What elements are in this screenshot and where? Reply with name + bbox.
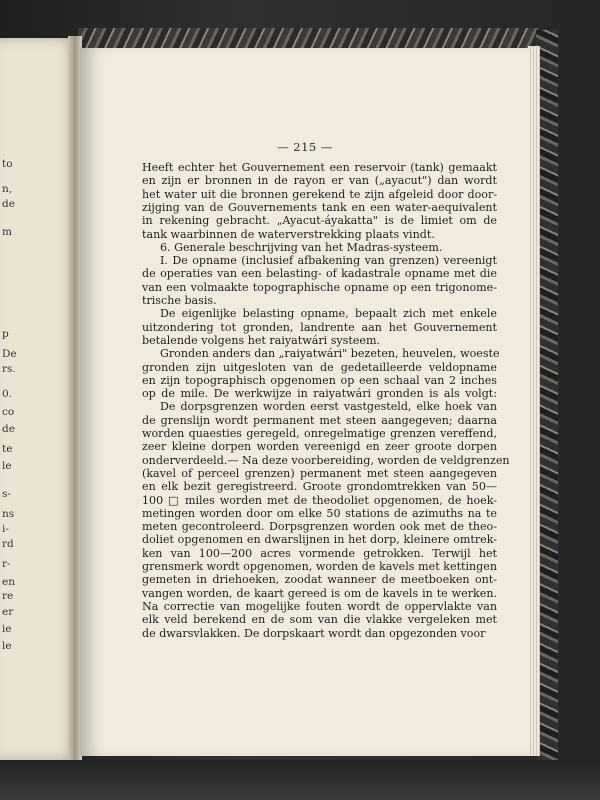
body-text-line: I. De opname (inclusief afbakening van grenzen) vereenigt bbox=[160, 254, 497, 268]
body-text-line: het water uit die bronnen gerekend te zijn afgeleid door door- bbox=[142, 187, 497, 201]
left-page-text-fragment: p bbox=[2, 328, 9, 340]
body-text-line: onderverdeeld.— Na deze voorbereiding, worden de veldgrenzen bbox=[142, 453, 510, 467]
left-page-text-fragment: s- bbox=[2, 488, 11, 500]
body-text-line: trische basis. bbox=[142, 294, 217, 307]
body-text-line: betalende volgens het raiyatwári systeem. bbox=[142, 333, 380, 347]
left-page-text-fragment: co bbox=[2, 406, 15, 418]
body-text-line: uitzondering tot gronden, landrente aan het Gouvernement bbox=[142, 320, 497, 334]
body-text-line: 100 □ miles worden met de theodoliet opgenomen, de hoek- bbox=[142, 493, 497, 507]
left-page-text-fragment: de bbox=[2, 423, 15, 435]
left-page-text-fragment: r- bbox=[2, 558, 11, 570]
body-text-line: worden quaesties geregeld, onregelmatige grenzen vereffend, bbox=[142, 427, 497, 440]
body-text-line: 6. Generale beschrijving van het Madras-systeem. bbox=[160, 240, 443, 254]
body-text-line: de operaties van een belasting- of kadastrale opname met die bbox=[142, 267, 497, 281]
left-page-text-fragment: De bbox=[2, 348, 17, 360]
body-text-line: Heeft echter het Gouvernement een reservoir (tank) gemaakt bbox=[142, 161, 497, 174]
body-text-line: meten gecontroleerd. Dorpsgrenzen worden ook met de theo- bbox=[142, 520, 497, 534]
left-page-text-fragment: m bbox=[2, 226, 12, 238]
body-text-line: en elk bezit geregistreerd. Groote grondomtrekken van 50— bbox=[142, 480, 497, 494]
body-text-line: zeer kleine dorpen worden vereenigd en zeer groote dorpen bbox=[142, 440, 497, 454]
left-page-text-fragment: de bbox=[2, 198, 15, 210]
body-text-line: en zijn er bronnen in de rayon er van („ayacut") dan wordt bbox=[142, 174, 497, 188]
left-page-text-fragment: rd bbox=[2, 538, 14, 550]
left-page-text-fragment: n, bbox=[2, 183, 13, 195]
body-text-line: elk veld berekend en de som van die vlakke vergeleken met bbox=[142, 613, 497, 627]
left-page-text-fragment: ie bbox=[2, 623, 12, 635]
left-page-text-fragment: rs. bbox=[2, 363, 16, 375]
body-text-line: gemeten in driehoeken, zoodat wanneer de meetboeken ont- bbox=[142, 573, 497, 587]
body-text-line: (kavel of perceel grenzen) permanent met steen aangegeven bbox=[142, 466, 497, 480]
body-text-line: en zijn topographisch opgenomen op een schaal van 2 inches bbox=[142, 373, 497, 387]
left-page-text-fragment: re bbox=[2, 590, 14, 602]
body-text-line: tank waarbinnen de waterverstrekking plaats vindt. bbox=[142, 227, 435, 241]
body-text-line: metingen worden door om elke 50 stations de azimuths na te bbox=[142, 506, 497, 520]
page-number: — 215 — bbox=[277, 140, 333, 154]
left-page-text-fragment: to bbox=[2, 158, 13, 170]
left-page-text-fragment: i- bbox=[2, 523, 9, 535]
left-page-text-fragment: ns bbox=[2, 508, 15, 520]
body-text-line: vangen worden, de kaart gereed is om de kavels in te werken. bbox=[142, 586, 497, 600]
body-text-line: zijging van de Gouvernements tank en een water-aequivalent bbox=[142, 200, 497, 214]
left-page-text-fragment: te bbox=[2, 443, 13, 455]
left-page-text-fragment: le bbox=[2, 640, 12, 652]
left-page-text-fragment: er bbox=[2, 606, 14, 618]
body-text-line: Gronden anders dan „raiyatwári" bezeten, heuvelen, woeste bbox=[160, 347, 500, 361]
book-cover-top-edge bbox=[78, 28, 540, 50]
left-page-text-fragment: en bbox=[2, 576, 15, 588]
body-text-line: de grenslijn wordt permanent met steen aangegeven; daarna bbox=[142, 413, 497, 427]
left-page-text-fragment: le bbox=[2, 460, 12, 472]
body-text-line: De eigenlijke belasting opname, bepaalt zich met enkele bbox=[160, 307, 497, 321]
right-page bbox=[80, 48, 530, 756]
body-text-line: van een volmaakte topographische opname op een trigonome- bbox=[142, 280, 497, 294]
body-text-line: op de mile. De werkwijze in raiyatwári gronden is als volgt: bbox=[142, 387, 497, 401]
body-text-line: de dwarsvlakken. De dorpskaart wordt dan opgezonden voor bbox=[142, 626, 486, 640]
body-text-line: Na correctie van mogelijke fouten wordt de oppervlakte van bbox=[142, 599, 497, 613]
body-text-line: gronden zijn uitgesloten van de gedetailleerde veldopname bbox=[142, 360, 497, 374]
body-text-line: doliet opgenomen en dwarslijnen in het dorp, kleinere omtrek- bbox=[142, 533, 497, 547]
body-text-line: De dorpsgrenzen worden eerst vastgesteld, elke hoek van bbox=[160, 400, 497, 414]
left-page-text-fragment: 0. bbox=[2, 388, 13, 400]
body-text-line: in rekening gebracht. „Ayacut-áyakatta" is de limiet om de bbox=[142, 214, 497, 228]
body-text-line: ken van 100—200 acres vormende getrokken. Terwijl het bbox=[142, 546, 497, 560]
desk-surface bbox=[0, 760, 600, 800]
body-text-line: grensmerk wordt opgenomen, worden de kavels met kettingen bbox=[142, 560, 497, 573]
